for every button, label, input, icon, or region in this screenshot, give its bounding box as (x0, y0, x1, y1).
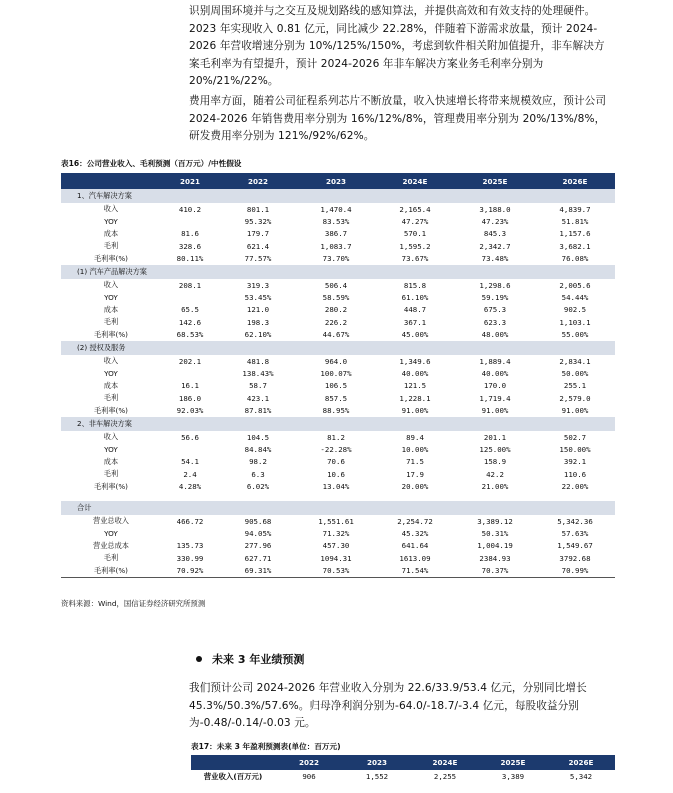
value-cell: 50.31% (481, 528, 509, 538)
row-label: 毛利率(%) (61, 564, 161, 577)
paragraph-text: 识别周围环境并与之交互及规划路线的感知算法，并提供高效和有效支持的处理硬件。2023 年实现收入 0.81 亿元，同比减少 22.28%，伴随着下游需求放量，预计 2024-2026 年营收增速分别为 10%/125%/150%，考虑到软件相关附加值提升，非车解决方案毛利率为有望提升，预计 2024-2026 年非车解决方案业务毛利率分别为 20%/21%/22%。 (189, 5, 605, 88)
value-cell: 87.81% (244, 406, 272, 416)
value-cell: 62.10% (244, 330, 272, 340)
value-cell: 198.3 (246, 317, 270, 327)
source-note: 资料来源：Wind，国信证券经济研究所预测 (61, 599, 206, 608)
value-cell: 91.00% (561, 406, 589, 416)
value-cell: 2,005.6 (559, 280, 591, 290)
value-cell: 386.7 (324, 229, 348, 239)
value-cell: 73.67% (401, 254, 429, 264)
table-row (61, 564, 615, 577)
value-cell: 3,389 (501, 772, 525, 781)
value-cell: 675.3 (483, 305, 507, 315)
table-row (61, 304, 615, 316)
row-label: YOY (104, 528, 118, 538)
value-cell: 902.5 (563, 305, 587, 315)
value-cell: 81.6 (181, 229, 199, 239)
table-row (61, 253, 615, 265)
row-label: 营业收入(百万元) (203, 772, 263, 781)
table-row (61, 240, 615, 252)
value-cell: 51.81% (561, 217, 589, 227)
value-cell: 179.7 (246, 229, 270, 239)
table-row (61, 540, 615, 552)
value-cell: 65.5 (181, 305, 199, 315)
row-label: 收入 (103, 280, 119, 290)
table-row (61, 228, 615, 240)
paragraph-earnings-forecast (189, 680, 615, 733)
paragraph-business-outlook (189, 3, 615, 91)
value-cell: 202.1 (178, 356, 202, 366)
value-cell: 845.3 (483, 229, 507, 239)
table-row (61, 443, 615, 455)
value-cell: 121.5 (403, 381, 427, 391)
header-cell-year: 2026E (547, 755, 615, 770)
value-cell: 1,595.2 (399, 241, 431, 251)
table-header-row (191, 755, 615, 770)
row-label: 收入 (103, 356, 119, 366)
value-cell: 3,389.12 (477, 516, 513, 526)
value-cell: 5,342.36 (557, 516, 593, 526)
value-cell: 81.2 (327, 432, 345, 442)
header-cell-label (61, 173, 161, 189)
value-cell: 55.00% (561, 330, 589, 340)
header-cell-year: 2026E (535, 173, 615, 189)
value-cell: 1,889.4 (479, 356, 511, 366)
row-label: 成本 (103, 456, 119, 466)
value-cell: 73.70% (322, 254, 350, 264)
value-cell: 3792.68 (559, 553, 591, 563)
bullet-icon (196, 656, 202, 662)
value-cell: 22.00% (561, 482, 589, 492)
value-cell: 42.2 (486, 469, 504, 479)
value-cell: 100.07% (320, 368, 352, 378)
row-label: YOY (104, 368, 118, 378)
section-label: (2) 授权及服务 (61, 341, 615, 355)
value-cell: 815.8 (403, 280, 427, 290)
table-spacer-row (61, 493, 615, 501)
value-cell: 89.4 (406, 432, 424, 442)
value-cell: 226.2 (324, 317, 348, 327)
value-cell: 110.6 (563, 469, 587, 479)
value-cell: 77.57% (244, 254, 272, 264)
row-label: YOY (104, 444, 118, 454)
value-cell: 142.6 (178, 317, 202, 327)
earnings-forecast-table (191, 755, 615, 783)
value-cell: 70.6 (327, 457, 345, 467)
value-cell: 70.92% (161, 564, 219, 577)
value-cell: -22.28% (320, 444, 352, 454)
table-row (61, 316, 615, 328)
section-label: 2、非车解决方案 (61, 417, 615, 431)
value-cell: 83.53% (322, 217, 350, 227)
value-cell: 10.00% (401, 444, 429, 454)
value-cell: 88.95% (322, 406, 350, 416)
value-cell: 1,083.7 (320, 241, 352, 251)
value-cell: 71.32% (322, 528, 350, 538)
value-cell: 68.53% (176, 330, 204, 340)
value-cell: 73.48% (481, 254, 509, 264)
value-cell: 1,298.6 (479, 280, 511, 290)
value-cell: 2,834.1 (559, 356, 591, 366)
value-cell: 1,719.4 (479, 393, 511, 403)
value-cell: 1,228.1 (399, 393, 431, 403)
row-label: 成本 (103, 304, 119, 314)
value-cell: 3,188.0 (479, 204, 511, 214)
value-cell: 330.99 (176, 553, 204, 563)
table-row (61, 291, 615, 303)
header-cell-year: 2023 (297, 173, 375, 189)
value-cell: 392.1 (563, 457, 587, 467)
table-row (61, 329, 615, 341)
value-cell: 53.45% (244, 293, 272, 303)
value-cell: 801.1 (246, 204, 270, 214)
value-cell: 158.9 (483, 457, 507, 467)
header-cell-year: 2024E (411, 755, 479, 770)
value-cell: 410.2 (178, 204, 202, 214)
header-cell-year: 2022 (219, 173, 297, 189)
value-cell: 47.27% (401, 217, 429, 227)
value-cell: 47.23% (481, 217, 509, 227)
value-cell: 40.00% (481, 368, 509, 378)
value-cell: 61.10% (401, 293, 429, 303)
value-cell: 21.00% (481, 482, 509, 492)
value-cell: 135.73 (176, 541, 204, 551)
value-cell: 570.1 (403, 229, 427, 239)
value-cell: 84.84% (244, 444, 272, 454)
value-cell: 6.02% (246, 482, 270, 492)
value-cell: 16.1 (181, 381, 199, 391)
table17-caption: 表17：未来 3 年盈利预测表(单位：百万元) (191, 742, 341, 751)
value-cell: 13.04% (322, 482, 350, 492)
value-cell: 5,342 (569, 772, 593, 781)
value-cell: 2.4 (183, 469, 197, 479)
value-cell: 91.00% (401, 406, 429, 416)
value-cell: 1613.09 (399, 553, 431, 563)
table-row (61, 515, 615, 527)
value-cell: 2,165.4 (399, 204, 431, 214)
row-label: 营业总成本 (93, 540, 129, 550)
table16-caption: 表16：公司营业收入、毛利预测（百万元）/中性假设 (61, 159, 242, 168)
value-cell: 56.6 (181, 432, 199, 442)
value-cell: 2384.93 (479, 553, 511, 563)
row-label: YOY (104, 217, 118, 227)
value-cell: 423.1 (246, 393, 270, 403)
table-row (61, 392, 615, 404)
row-label: 毛利 (103, 241, 119, 251)
table-section-row (61, 501, 615, 515)
value-cell: 280.2 (324, 305, 348, 315)
table-row (61, 456, 615, 468)
table-row (61, 380, 615, 392)
value-cell: 641.64 (401, 541, 429, 551)
table-row (61, 480, 615, 492)
value-cell: 457.30 (322, 541, 350, 551)
table-section-row (61, 189, 615, 203)
section-label: (1) 汽车产品解决方案 (61, 265, 615, 279)
value-cell: 71.54% (375, 564, 455, 577)
value-cell: 2,254.72 (397, 516, 433, 526)
value-cell: 502.7 (563, 432, 587, 442)
table-row (61, 367, 615, 379)
value-cell: 70.53% (297, 564, 375, 577)
value-cell: 964.0 (324, 356, 348, 366)
value-cell (161, 215, 219, 227)
paragraph-text: 我们预计公司 2024-2026 年营业收入分别为 22.6/33.9/53.4 亿元，分别同比增长 45.3%/50.3%/57.6%。归母净利润分别为-64.0/-18.7/-3.4 亿元，每股收益分别为-0.48/-0.14/-0.03 元。 (189, 682, 587, 730)
value-cell: 208.1 (178, 280, 202, 290)
value-cell (161, 443, 219, 455)
value-cell: 6.3 (251, 469, 265, 479)
table-row (61, 215, 615, 227)
value-cell: 2,579.0 (559, 393, 591, 403)
value-cell: 57.63% (561, 528, 589, 538)
value-cell: 1094.31 (320, 553, 352, 563)
table-section-row (61, 417, 615, 431)
value-cell: 857.5 (324, 393, 348, 403)
value-cell: 138.43% (242, 368, 274, 378)
value-cell: 1,549.67 (557, 541, 593, 551)
value-cell: 1,103.1 (559, 317, 591, 327)
value-cell: 48.00% (481, 330, 509, 340)
value-cell: 1,004.19 (477, 541, 513, 551)
header-cell-label (191, 755, 275, 770)
value-cell: 906 (302, 772, 316, 781)
value-cell: 623.3 (483, 317, 507, 327)
row-label: 毛利 (103, 469, 119, 479)
row-label: 收入 (103, 204, 119, 214)
header-cell-year: 2024E (375, 173, 455, 189)
value-cell: 2,255 (433, 772, 457, 781)
row-label: 收入 (103, 432, 119, 442)
row-label: YOY (104, 293, 118, 303)
value-cell: 621.4 (246, 241, 270, 251)
value-cell: 328.6 (178, 241, 202, 251)
table-row (61, 552, 615, 564)
paragraph-text: 费用率方面，随着公司征程系列芯片不断放量，收入快速增长将带来规模效应，预计公司 2024-2026 年销售费用率分别为 16%/12%/8%，管理费用率分别为 20%/13%/8%，研发费用率分别为 121%/92%/62%。 (189, 95, 607, 143)
paragraph-expense-ratios (189, 93, 615, 146)
value-cell: 481.8 (246, 356, 270, 366)
value-cell: 70.37% (455, 564, 535, 577)
value-cell: 92.03% (176, 406, 204, 416)
value-cell: 58.7 (249, 381, 267, 391)
header-cell-year: 2022 (275, 755, 343, 770)
value-cell: 1,349.6 (399, 356, 431, 366)
value-cell: 98.2 (249, 457, 267, 467)
value-cell: 319.3 (246, 280, 270, 290)
value-cell: 40.00% (401, 368, 429, 378)
row-label: 毛利率(%) (93, 405, 128, 415)
value-cell: 58.59% (322, 293, 350, 303)
value-cell: 466.72 (176, 516, 204, 526)
value-cell: 150.00% (559, 444, 591, 454)
table-row (61, 431, 615, 443)
value-cell: 45.00% (401, 330, 429, 340)
value-cell: 1,470.4 (320, 204, 352, 214)
row-label: 毛利率(%) (93, 329, 128, 339)
table-header-row (61, 173, 615, 189)
header-cell-year: 2021 (161, 173, 219, 189)
value-cell: 905.68 (244, 516, 272, 526)
value-cell: 627.71 (244, 553, 272, 563)
value-cell: 121.0 (246, 305, 270, 315)
table-row (61, 404, 615, 416)
table-row (61, 203, 615, 215)
value-cell: 1,157.6 (559, 229, 591, 239)
value-cell: 17.9 (406, 469, 424, 479)
value-cell: 4.28% (178, 482, 202, 492)
value-cell: 50.00% (561, 368, 589, 378)
value-cell: 255.1 (563, 381, 587, 391)
value-cell: 4,839.7 (559, 204, 591, 214)
value-cell: 277.96 (244, 541, 272, 551)
row-label: 成本 (103, 228, 119, 238)
table-row (61, 279, 615, 291)
value-cell: 70.99% (535, 564, 615, 577)
value-cell: 2,342.7 (479, 241, 511, 251)
value-cell: 94.05% (244, 528, 272, 538)
row-label: 毛利率(%) (93, 253, 128, 263)
header-cell-year: 2025E (479, 755, 547, 770)
section-heading: 未来 3 年业绩预测 (212, 653, 305, 666)
value-cell: 3,682.1 (559, 241, 591, 251)
value-cell: 91.00% (481, 406, 509, 416)
header-cell-year: 2023 (343, 755, 411, 770)
value-cell: 367.1 (403, 317, 427, 327)
section-label: 1、汽车解决方案 (61, 189, 615, 203)
row-label: 成本 (103, 380, 119, 390)
header-cell-year: 2025E (455, 173, 535, 189)
value-cell: 44.67% (322, 330, 350, 340)
value-cell: 506.4 (324, 280, 348, 290)
value-cell: 1,552 (365, 772, 389, 781)
value-cell: 45.32% (401, 528, 429, 538)
value-cell: 69.31% (219, 564, 297, 577)
value-cell: 1,551.61 (318, 516, 354, 526)
value-cell: 20.00% (401, 482, 429, 492)
table-section-row (61, 341, 615, 355)
value-cell (161, 291, 219, 303)
value-cell: 80.11% (176, 254, 204, 264)
row-label: 毛利 (103, 553, 119, 563)
value-cell: 54.44% (561, 293, 589, 303)
value-cell: 10.6 (327, 469, 345, 479)
value-cell: 95.32% (244, 217, 272, 227)
value-cell: 170.0 (483, 381, 507, 391)
value-cell (161, 527, 219, 539)
value-cell: 59.19% (481, 293, 509, 303)
revenue-margin-forecast-table (61, 173, 615, 578)
value-cell: 76.08% (561, 254, 589, 264)
value-cell: 104.5 (246, 432, 270, 442)
row-label: 毛利 (103, 317, 119, 327)
table-section-row (61, 265, 615, 279)
value-cell: 201.1 (483, 432, 507, 442)
table-row (61, 468, 615, 480)
row-label: 毛利率(%) (93, 481, 128, 491)
row-label: 营业总收入 (93, 516, 129, 525)
value-cell: 71.5 (406, 457, 424, 467)
table-row (61, 527, 615, 539)
table-row (61, 355, 615, 367)
value-cell: 186.0 (178, 393, 202, 403)
value-cell (161, 367, 219, 379)
row-label: 毛利 (103, 393, 119, 403)
spacer-cell (61, 493, 615, 501)
value-cell: 54.1 (181, 457, 199, 467)
table-row (191, 770, 615, 783)
value-cell: 125.00% (479, 444, 511, 454)
section-label: 合计 (61, 501, 615, 515)
value-cell: 448.7 (403, 305, 427, 315)
value-cell: 106.5 (324, 381, 348, 391)
